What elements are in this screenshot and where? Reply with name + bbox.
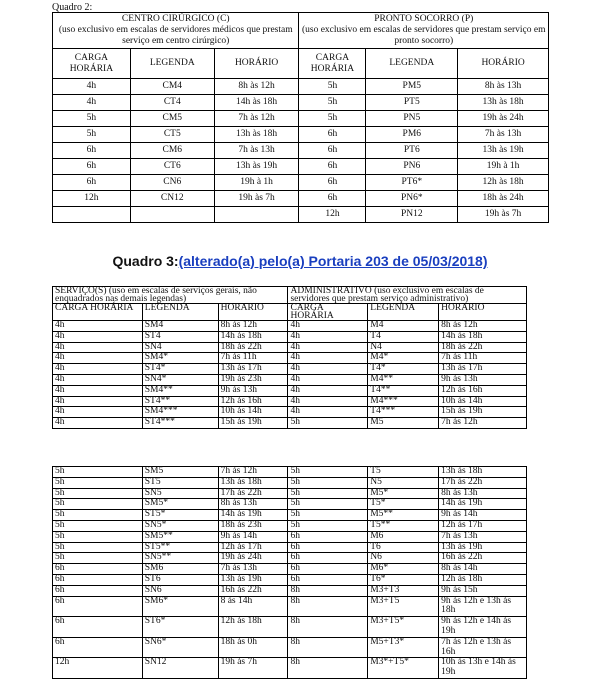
- table-cell: 8h às 12h: [214, 79, 299, 95]
- table-cell: T4***: [368, 407, 439, 418]
- table-cell: 18h às 24h: [458, 191, 549, 207]
- table-cell: 4h: [288, 342, 368, 353]
- table-cell: SM5: [142, 467, 218, 478]
- table-cell: CT6: [130, 159, 214, 175]
- table-cell: ST4***: [142, 418, 218, 429]
- table-cell: 13h às 18h: [214, 127, 299, 143]
- centro-cirurgico-header: [53, 13, 299, 49]
- table-cell: PN12: [366, 207, 458, 223]
- table-cell: 6h: [288, 574, 368, 585]
- table-cell: 18h às 0h: [218, 637, 288, 658]
- table-cell: 17h às 22h: [218, 488, 288, 499]
- table-cell: 12h: [53, 191, 131, 207]
- table-cell: CM6: [130, 143, 214, 159]
- table-cell: 5h: [299, 111, 366, 127]
- table-row: [53, 111, 549, 127]
- table-cell: T5**: [368, 520, 439, 531]
- quadro-3-title: [0, 253, 600, 269]
- table-cell: 14h às 18h: [218, 331, 288, 342]
- table-cell: 9h às 15h: [439, 585, 527, 596]
- table-cell: 10h às 14h: [439, 396, 527, 407]
- table-row: [53, 585, 527, 596]
- pronto-socorro-header: [299, 13, 549, 49]
- table-cell: 7h às 12h e 13h às 16h: [439, 637, 527, 658]
- quadro-3-label: Quadro 3:: [112, 253, 179, 269]
- table-cell: 19h à 1h: [214, 175, 299, 191]
- table-row: [53, 396, 527, 407]
- table-cell: 9h às 14h: [218, 531, 288, 542]
- table-cell: 18h às 22h: [218, 342, 288, 353]
- table-cell: 4h: [288, 331, 368, 342]
- table-row: [53, 510, 527, 521]
- table-cell: 4h: [53, 418, 143, 429]
- table-cell: M4: [368, 321, 439, 332]
- table-cell: 7h às 13h: [218, 564, 288, 575]
- table-cell: 12h: [299, 207, 366, 223]
- table-cell: 7h às 13h: [458, 127, 549, 143]
- table-cell: M5: [368, 418, 439, 429]
- table-cell: CN6: [130, 175, 214, 191]
- table-cell: 13h às 18h: [218, 477, 288, 488]
- table-cell: SN6*: [142, 637, 218, 658]
- table-row: [53, 542, 527, 553]
- table-row: [53, 477, 527, 488]
- table-cell: 19h às 7h: [214, 191, 299, 207]
- table-cell: 13h às 18h: [458, 95, 549, 111]
- table-cell: ST5**: [142, 542, 218, 553]
- table-cell: 4h: [288, 374, 368, 385]
- table-cell: 4h: [53, 407, 143, 418]
- table-cell: ST5: [142, 477, 218, 488]
- table-cell: 5h: [53, 488, 143, 499]
- table-cell: 4h: [53, 79, 131, 95]
- table-row: [53, 574, 527, 585]
- table-cell: 5h: [288, 510, 368, 521]
- table-cell: 5h: [288, 488, 368, 499]
- table-row: [53, 488, 527, 499]
- table-cell: 6h: [53, 175, 131, 191]
- table-cell: SM4: [142, 321, 218, 332]
- table-cell: 12h às 17h: [218, 542, 288, 553]
- table-cell: 5h: [53, 477, 143, 488]
- table-cell: 12h às 17h: [439, 520, 527, 531]
- table-cell: 13h às 19h: [214, 159, 299, 175]
- table-cell: 6h: [53, 596, 143, 617]
- table-cell: 19h às 24h: [218, 553, 288, 564]
- table-cell: PM6: [366, 127, 458, 143]
- table-cell: 14h às 19h: [439, 499, 527, 510]
- table-cell: 12h: [53, 658, 143, 679]
- table-cell: 5h: [299, 95, 366, 111]
- table-cell: 14h às 19h: [218, 510, 288, 521]
- table-cell: 5h: [288, 499, 368, 510]
- table-cell: 7h às 13h: [214, 143, 299, 159]
- table-cell: 5h: [53, 520, 143, 531]
- table-row: [53, 331, 527, 342]
- table-cell: N6: [368, 553, 439, 564]
- table-cell: 12h às 16h: [218, 396, 288, 407]
- table-cell: 18h às 23h: [218, 520, 288, 531]
- table-cell: M4***: [368, 396, 439, 407]
- table-cell: SM5**: [142, 531, 218, 542]
- table-cell: 5h: [53, 542, 143, 553]
- table-cell: 8 às 14h: [218, 596, 288, 617]
- table-cell: 13h às 19h: [458, 143, 549, 159]
- table-cell: 7h às 12h: [439, 418, 527, 429]
- table-cell: 5h: [53, 467, 143, 478]
- table-cell: [130, 207, 214, 223]
- table-cell: 8h: [288, 658, 368, 679]
- table-cell: 4h: [53, 353, 143, 364]
- table-row: [53, 467, 527, 478]
- table-cell: T5*: [368, 499, 439, 510]
- table-cell: SN12: [142, 658, 218, 679]
- table-cell: 9h às 12h e 14h às 19h: [439, 617, 527, 638]
- table-cell: 12h às 18h: [458, 175, 549, 191]
- table-cell: SN4*: [142, 374, 218, 385]
- quadro-2-label: Quadro 2:: [52, 2, 93, 13]
- table-cell: 19h às 24h: [458, 111, 549, 127]
- col-legenda: LEGENDA: [142, 304, 218, 321]
- table-cell: 8h às 13h: [439, 488, 527, 499]
- table-cell: 4h: [288, 321, 368, 332]
- col-horario: HORÁRIO: [458, 49, 549, 79]
- table-cell: 5h: [288, 520, 368, 531]
- table-cell: 5h: [53, 510, 143, 521]
- table-cell: N5: [368, 477, 439, 488]
- table-cell: SM5*: [142, 499, 218, 510]
- table-cell: 13h às 19h: [439, 542, 527, 553]
- table-cell: 5h: [299, 79, 366, 95]
- table-cell: 6h: [299, 175, 366, 191]
- table-cell: 6h: [299, 191, 366, 207]
- table-cell: SN5: [142, 488, 218, 499]
- table-cell: M4**: [368, 374, 439, 385]
- table-cell: PT5: [366, 95, 458, 111]
- table-row: [53, 385, 527, 396]
- table-cell: 6h: [53, 585, 143, 596]
- table-cell: M4*: [368, 353, 439, 364]
- servicos-header: SERVIÇO(S) (uso em escalas de serviços gerais, não enquadrados nas demais legendas): [53, 287, 288, 304]
- table-cell: 6h: [288, 564, 368, 575]
- pronto-socorro-subtitle: (uso exclusivo em escalas de servidores que prestam serviço em pronto socorro): [301, 25, 546, 46]
- table-cell: 14h às 18h: [214, 95, 299, 111]
- table-cell: 8h: [288, 596, 368, 617]
- col-carga-horaria: CARGA HORÁRIA: [53, 304, 143, 321]
- table-cell: 4h: [53, 342, 143, 353]
- table-cell: M6*: [368, 564, 439, 575]
- table-row: [53, 79, 549, 95]
- table-cell: M3*+T5*: [368, 658, 439, 679]
- table-cell: 6h: [299, 143, 366, 159]
- table-cell: 6h: [53, 159, 131, 175]
- table-cell: T6*: [368, 574, 439, 585]
- table-cell: 6h: [299, 127, 366, 143]
- table-cell: 4h: [288, 364, 368, 375]
- table-cell: [53, 207, 131, 223]
- table-cell: ST5*: [142, 510, 218, 521]
- table-row: [53, 374, 527, 385]
- table-cell: 19h às 23h: [218, 374, 288, 385]
- table-cell: 5h: [53, 127, 131, 143]
- administrativo-header: ADMINISTRATIVO (uso exclusivo em escalas de servidores que prestam serviço administrativo): [288, 287, 527, 304]
- table-cell: 7h às 12h: [218, 467, 288, 478]
- table-cell: ST4*: [142, 364, 218, 375]
- table-cell: PN6: [366, 159, 458, 175]
- table-row: [53, 617, 527, 638]
- table-row: [53, 637, 527, 658]
- table-cell: 19h às 7h: [218, 658, 288, 679]
- table-cell: 8h: [288, 585, 368, 596]
- table-row: [53, 342, 527, 353]
- table-cell: 8h: [288, 637, 368, 658]
- table-cell: PM5: [366, 79, 458, 95]
- table-cell: 6h: [288, 531, 368, 542]
- table-cell: 16h às 22h: [439, 553, 527, 564]
- table-cell: SM6: [142, 564, 218, 575]
- table-cell: 8h: [288, 617, 368, 638]
- table-cell: 9h às 14h: [439, 510, 527, 521]
- table-cell: SN5*: [142, 520, 218, 531]
- table-cell: M3+T5*: [368, 617, 439, 638]
- table-cell: 9h às 13h: [439, 374, 527, 385]
- table-cell: PT6: [366, 143, 458, 159]
- table-cell: ST4**: [142, 396, 218, 407]
- quadro-3-table-part1: [52, 286, 527, 429]
- table-cell: 4h: [53, 321, 143, 332]
- table-cell: 5h: [288, 418, 368, 429]
- col-carga-horaria: CARGA HORÁRIA: [53, 49, 131, 79]
- table-cell: CT4: [130, 95, 214, 111]
- table-row: [53, 407, 527, 418]
- table-cell: 5h: [288, 477, 368, 488]
- table-row: [53, 321, 527, 332]
- col-legenda: LEGENDA: [366, 49, 458, 79]
- table-cell: 13h às 18h: [439, 467, 527, 478]
- table-cell: 8h às 12h: [439, 321, 527, 332]
- table-cell: 5h: [53, 499, 143, 510]
- table-row: [53, 191, 549, 207]
- table-cell: CM4: [130, 79, 214, 95]
- table-cell: T4*: [368, 364, 439, 375]
- table-cell: 19h às 7h: [458, 207, 549, 223]
- table-cell: 4h: [288, 396, 368, 407]
- table-cell: 8h às 13h: [458, 79, 549, 95]
- table-cell: SM4**: [142, 385, 218, 396]
- table-cell: CN12: [130, 191, 214, 207]
- table-cell: 9h às 13h: [218, 385, 288, 396]
- table-cell: 5h: [288, 467, 368, 478]
- quadro-3-table-part2: [52, 466, 527, 679]
- table-cell: SN5**: [142, 553, 218, 564]
- table-cell: 6h: [53, 637, 143, 658]
- table-row: [53, 564, 527, 575]
- table-cell: N4: [368, 342, 439, 353]
- table-cell: 18h às 22h: [439, 342, 527, 353]
- pronto-socorro-title: PRONTO SOCORRO (P): [374, 14, 474, 24]
- table-cell: 8h às 13h: [218, 499, 288, 510]
- table-cell: 15h às 19h: [218, 418, 288, 429]
- table-cell: PN5: [366, 111, 458, 127]
- table-cell: ST4: [142, 331, 218, 342]
- table-cell: M3+T3: [368, 585, 439, 596]
- table-cell: 4h: [53, 396, 143, 407]
- table-cell: 7h às 11h: [218, 353, 288, 364]
- table-cell: SM4***: [142, 407, 218, 418]
- table-row: [53, 95, 549, 111]
- table-row: [53, 127, 549, 143]
- col-carga-horaria: CARGA HORÁRIA: [288, 304, 368, 321]
- table-cell: 7h às 11h: [439, 353, 527, 364]
- table-cell: ST6*: [142, 617, 218, 638]
- table-cell: [214, 207, 299, 223]
- col-carga-horaria: CARGA HORÁRIA: [299, 49, 366, 79]
- table-cell: 16h às 22h: [218, 585, 288, 596]
- table-cell: M5+T3*: [368, 637, 439, 658]
- table-cell: 5h: [53, 531, 143, 542]
- table-cell: T5: [368, 467, 439, 478]
- table-cell: 4h: [288, 385, 368, 396]
- table-cell: 12h às 18h: [218, 617, 288, 638]
- centro-cirurgico-subtitle: (uso exclusivo em escalas de servidores médicos que prestam serviço em centro cirúrgico): [58, 25, 293, 46]
- table-cell: 6h: [288, 542, 368, 553]
- table-row: [53, 499, 527, 510]
- table-cell: 13h às 17h: [218, 364, 288, 375]
- table-row: [53, 658, 527, 679]
- table-row: [53, 553, 527, 564]
- table-cell: CM5: [130, 111, 214, 127]
- table-cell: T4**: [368, 385, 439, 396]
- table-cell: SN6: [142, 585, 218, 596]
- table-cell: 14h às 18h: [439, 331, 527, 342]
- table-cell: 6h: [53, 564, 143, 575]
- table-cell: M5**: [368, 510, 439, 521]
- table-cell: 12h às 16h: [439, 385, 527, 396]
- table-cell: 10h às 14h: [218, 407, 288, 418]
- table-cell: 6h: [53, 574, 143, 585]
- table-cell: 13h às 17h: [439, 364, 527, 375]
- table-cell: 13h às 19h: [218, 574, 288, 585]
- table-cell: 6h: [53, 143, 131, 159]
- portaria-link[interactable]: (alterado(a) pelo(a) Portaria 203 de 05/03/2018): [178, 253, 488, 269]
- table-cell: SN4: [142, 342, 218, 353]
- table-cell: 4h: [288, 407, 368, 418]
- table-cell: 8h às 12h: [218, 321, 288, 332]
- table-cell: PN6*: [366, 191, 458, 207]
- table-cell: 4h: [53, 385, 143, 396]
- table-cell: 17h às 22h: [439, 477, 527, 488]
- table-cell: 10h às 13h e 14h às 19h: [439, 658, 527, 679]
- table-cell: 5h: [53, 111, 131, 127]
- table-cell: CT5: [130, 127, 214, 143]
- table-cell: T6: [368, 542, 439, 553]
- col-horario: HORÁRIO: [214, 49, 299, 79]
- col-legenda: LEGENDA: [130, 49, 214, 79]
- table-row: [53, 175, 549, 191]
- table-cell: 6h: [299, 159, 366, 175]
- table-row: [53, 364, 527, 375]
- table-cell: 12h às 18h: [439, 574, 527, 585]
- table-cell: 19h à 1h: [458, 159, 549, 175]
- table-cell: M3+T5: [368, 596, 439, 617]
- table-row: [53, 596, 527, 617]
- table-row: [53, 418, 527, 429]
- table-row: [53, 353, 527, 364]
- table-cell: 4h: [53, 364, 143, 375]
- table-row: [53, 143, 549, 159]
- table-row: [53, 531, 527, 542]
- col-horario: HORARIO: [439, 304, 527, 321]
- table-row: [53, 207, 549, 223]
- col-legenda: LEGENDA: [368, 304, 439, 321]
- table-cell: 7h às 12h: [214, 111, 299, 127]
- table-cell: 7h às 13h: [439, 531, 527, 542]
- table-cell: 4h: [288, 353, 368, 364]
- table-cell: SM6*: [142, 596, 218, 617]
- table-cell: ST6: [142, 574, 218, 585]
- table-cell: 9h às 12h e 13h às 18h: [439, 596, 527, 617]
- quadro-2-table: [52, 12, 549, 223]
- table-cell: PT6*: [366, 175, 458, 191]
- centro-cirurgico-title: CENTRO CIRÚRGICO (C): [121, 14, 230, 24]
- table-row: [53, 520, 527, 531]
- table-cell: 5h: [53, 553, 143, 564]
- table-row: [53, 159, 549, 175]
- table-cell: SM4*: [142, 353, 218, 364]
- table-cell: 4h: [53, 331, 143, 342]
- table-cell: 8h às 14h: [439, 564, 527, 575]
- table-cell: M5*: [368, 488, 439, 499]
- table-cell: T4: [368, 331, 439, 342]
- table-cell: 4h: [53, 95, 131, 111]
- col-horario: HORARIO: [218, 304, 288, 321]
- table-cell: M6: [368, 531, 439, 542]
- table-cell: 6h: [288, 553, 368, 564]
- table-cell: 15h às 19h: [439, 407, 527, 418]
- table-cell: 4h: [53, 374, 143, 385]
- table-cell: 6h: [53, 617, 143, 638]
